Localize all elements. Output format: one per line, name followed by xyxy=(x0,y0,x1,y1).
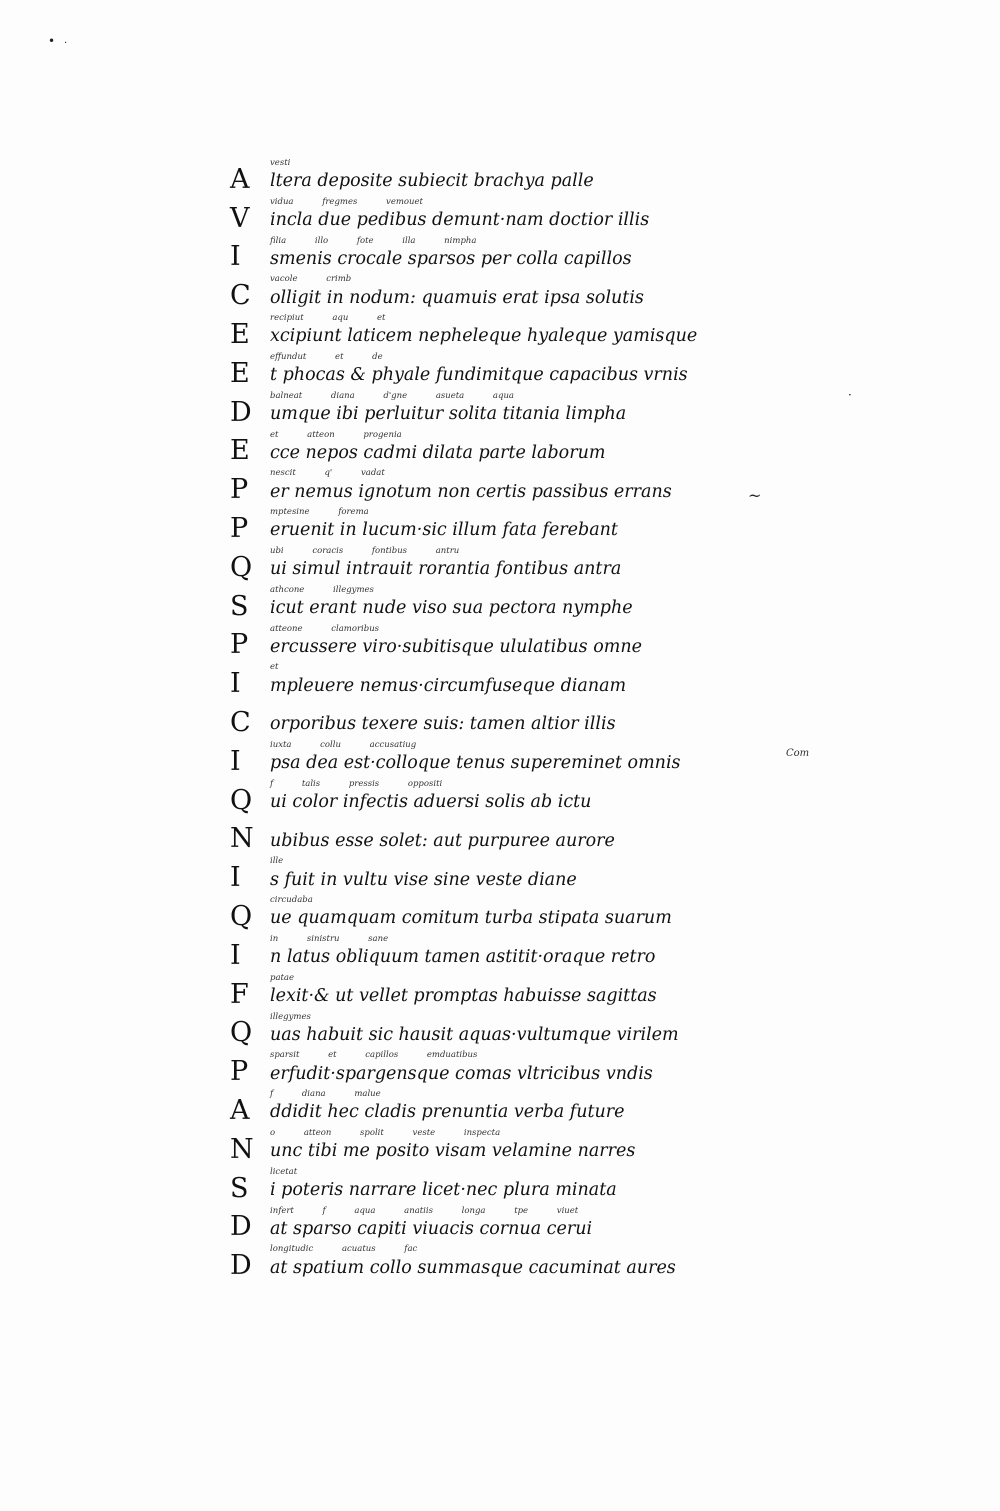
verse-text: lexit·& ut vellet promptas habuisse sagittas xyxy=(270,986,657,1007)
verse-initial: A xyxy=(230,1094,250,1126)
ink-speck: · xyxy=(848,388,852,402)
interlinear-gloss: effundut et de xyxy=(270,351,383,362)
verse-text: unc tibi me posito visam velamine narres xyxy=(270,1141,636,1162)
verse-text: incla due pedibus demunt·nam doctior illis xyxy=(270,210,650,231)
verse-line xyxy=(230,1167,830,1206)
verse-text: xcipiunt laticem nepheleque hyaleque yamisque xyxy=(270,326,698,347)
verse-text: icut erant nude viso sua pectora nymphe xyxy=(270,598,633,619)
verse-initial: I xyxy=(230,668,241,700)
verse-initial: Q xyxy=(230,900,253,932)
verse-line xyxy=(230,313,830,352)
verse-initial: D xyxy=(230,1211,252,1243)
verse-line xyxy=(230,973,830,1012)
verse-line xyxy=(230,1206,830,1245)
verse-initial: Q xyxy=(230,1017,253,1049)
interlinear-gloss: ubi coracis fontibus antru xyxy=(270,545,460,556)
interlinear-gloss: patae xyxy=(270,972,295,983)
verse-initial: P xyxy=(230,1056,249,1088)
interlinear-gloss: in sinistru sane xyxy=(270,933,389,944)
interlinear-gloss: et atteon progenia xyxy=(270,429,402,440)
verse-line xyxy=(230,1050,830,1089)
interlinear-gloss: vesti xyxy=(270,158,291,168)
verse-initial: A xyxy=(230,163,250,195)
verse-text: eruenit in lucum·sic illum fata ferebant xyxy=(270,520,618,541)
interlinear-gloss: atteone clamoribus xyxy=(270,623,380,634)
verse-initial: I xyxy=(230,241,241,273)
interlinear-gloss: mptesine forema xyxy=(270,507,369,518)
verse-text: erfudit·spargensque comas vltricibus vndis xyxy=(270,1063,653,1084)
verse-line xyxy=(230,934,830,973)
verse-initial: C xyxy=(230,280,251,312)
interlinear-gloss: ille xyxy=(270,856,284,867)
verse-text: ercussere viro·subitisque ululatibus omne xyxy=(270,636,642,657)
verse-initial: F xyxy=(230,978,249,1010)
interlinear-gloss: nescit q' vadat xyxy=(270,468,385,479)
verse-initial: V xyxy=(230,202,250,234)
verse-line xyxy=(230,158,830,197)
verse-line xyxy=(230,468,830,507)
verse-text: ltera deposite subiecit brachya palle xyxy=(270,171,594,192)
verse-text: ui simul intrauit rorantia fontibus antra xyxy=(270,559,622,580)
verse-initial: P xyxy=(230,474,249,506)
verse-initial: P xyxy=(230,629,249,661)
interlinear-gloss: sparsit et capillos emduatibus xyxy=(270,1050,478,1061)
interlinear-gloss: f diana malue xyxy=(270,1089,381,1100)
verse-line xyxy=(230,430,830,469)
verse-text: cce nepos cadmi dilata parte laborum xyxy=(270,442,606,463)
verse-text: t phocas & phyale fundimitque capacibus vrnis xyxy=(270,365,688,386)
verse-text: smenis crocale sparsos per colla capillos xyxy=(270,248,632,269)
margin-note: Com xyxy=(786,748,810,759)
interlinear-gloss: recipiut aqu et xyxy=(270,313,386,324)
verse-initial: E xyxy=(230,357,250,389)
verse-text: ui color infectis aduersi solis ab ictu xyxy=(270,792,592,813)
verse-text: ue quamquam comitum turba stipata suarum xyxy=(270,908,672,929)
verse-line xyxy=(230,856,830,895)
verse-initial: N xyxy=(230,1133,254,1165)
ink-speck: ~ xyxy=(748,486,762,505)
verse-initial: D xyxy=(230,396,252,428)
interlinear-gloss: o atteon spolit veste inspecta xyxy=(270,1127,501,1138)
interlinear-gloss: balneat diana d'gne asueta aqua xyxy=(270,390,514,401)
verse-initial: D xyxy=(230,1250,252,1282)
interlinear-gloss: et xyxy=(270,662,279,673)
interlinear-gloss: filia illo fote illa nimpha xyxy=(270,235,477,246)
verse-line xyxy=(230,507,830,546)
verse-text: s fuit in vultu vise sine veste diane xyxy=(270,869,577,890)
interlinear-gloss: licetat xyxy=(270,1166,298,1177)
verse-text-block xyxy=(230,158,830,1283)
verse-line xyxy=(230,585,830,624)
interlinear-gloss: longitudic acuatus fac xyxy=(270,1244,418,1255)
verse-line xyxy=(230,391,830,430)
verse-text: psa dea est·colloque tenus supereminet omnis xyxy=(270,753,681,774)
verse-line xyxy=(230,546,830,585)
verse-text: at sparso capiti viuacis cornua cerui xyxy=(270,1218,593,1239)
verse-initial: I xyxy=(230,745,241,777)
verse-text: er nemus ignotum non certis passibus errans xyxy=(270,481,672,502)
verse-initial: N xyxy=(230,823,254,855)
verse-line xyxy=(230,274,830,313)
verse-initial: P xyxy=(230,512,249,544)
verse-line xyxy=(230,740,830,779)
verse-text: umque ibi perluitur solita titania limpha xyxy=(270,404,627,425)
verse-text: uas habuit sic hausit aquas·vultumque virilem xyxy=(270,1024,679,1045)
verse-line xyxy=(230,624,830,663)
interlinear-gloss: athcone illegymes xyxy=(270,584,374,595)
verse-text: at spatium collo summasque cacuminat aures xyxy=(270,1257,676,1278)
verse-initial: I xyxy=(230,939,241,971)
verse-initial: Q xyxy=(230,551,253,583)
interlinear-gloss: infert f aqua anatiis longa tpe viuet xyxy=(270,1205,579,1216)
verse-initial: Q xyxy=(230,784,253,816)
verse-line xyxy=(230,1128,830,1167)
verse-line xyxy=(230,779,830,818)
verse-text: i poteris narrare licet·nec plura minata xyxy=(270,1180,617,1201)
verse-text: ubibus esse solet: aut purpuree aurore xyxy=(270,830,615,851)
verse-initial: S xyxy=(230,1172,249,1204)
verse-line xyxy=(230,701,830,740)
interlinear-gloss: illegymes xyxy=(270,1011,311,1022)
interlinear-gloss: iuxta collu accusatiug xyxy=(270,739,417,750)
verse-line xyxy=(230,895,830,934)
verse-line xyxy=(230,236,830,275)
verse-initial: E xyxy=(230,435,250,467)
interlinear-gloss: vidua fregmes vemouet xyxy=(270,196,423,207)
verse-text: mpleuere nemus·circumfuseque dianam xyxy=(270,675,627,696)
verse-text: ddidit hec cladis prenuntia verba future xyxy=(270,1102,625,1123)
verse-initial: C xyxy=(230,706,251,738)
interlinear-gloss: f talis pressis oppositi xyxy=(270,778,443,789)
interlinear-gloss: circudaba xyxy=(270,895,313,906)
verse-line xyxy=(230,1089,830,1128)
verse-initial: I xyxy=(230,862,241,894)
verse-initial: S xyxy=(230,590,249,622)
ink-speck: • xyxy=(48,34,56,48)
verse-line xyxy=(230,197,830,236)
verse-line xyxy=(230,662,830,701)
verse-text: olligit in nodum: quamuis erat ipsa solutis xyxy=(270,287,644,308)
ink-speck: · xyxy=(64,38,68,49)
verse-line xyxy=(230,818,830,857)
verse-line xyxy=(230,352,830,391)
interlinear-gloss: vacole crimb xyxy=(270,274,352,285)
verse-line xyxy=(230,1244,830,1283)
verse-text: orporibus texere suis: tamen altior illis xyxy=(270,714,616,735)
verse-line xyxy=(230,1012,830,1051)
verse-initial: E xyxy=(230,318,250,350)
verse-text: n latus obliquum tamen astitit·oraque retro xyxy=(270,947,656,968)
